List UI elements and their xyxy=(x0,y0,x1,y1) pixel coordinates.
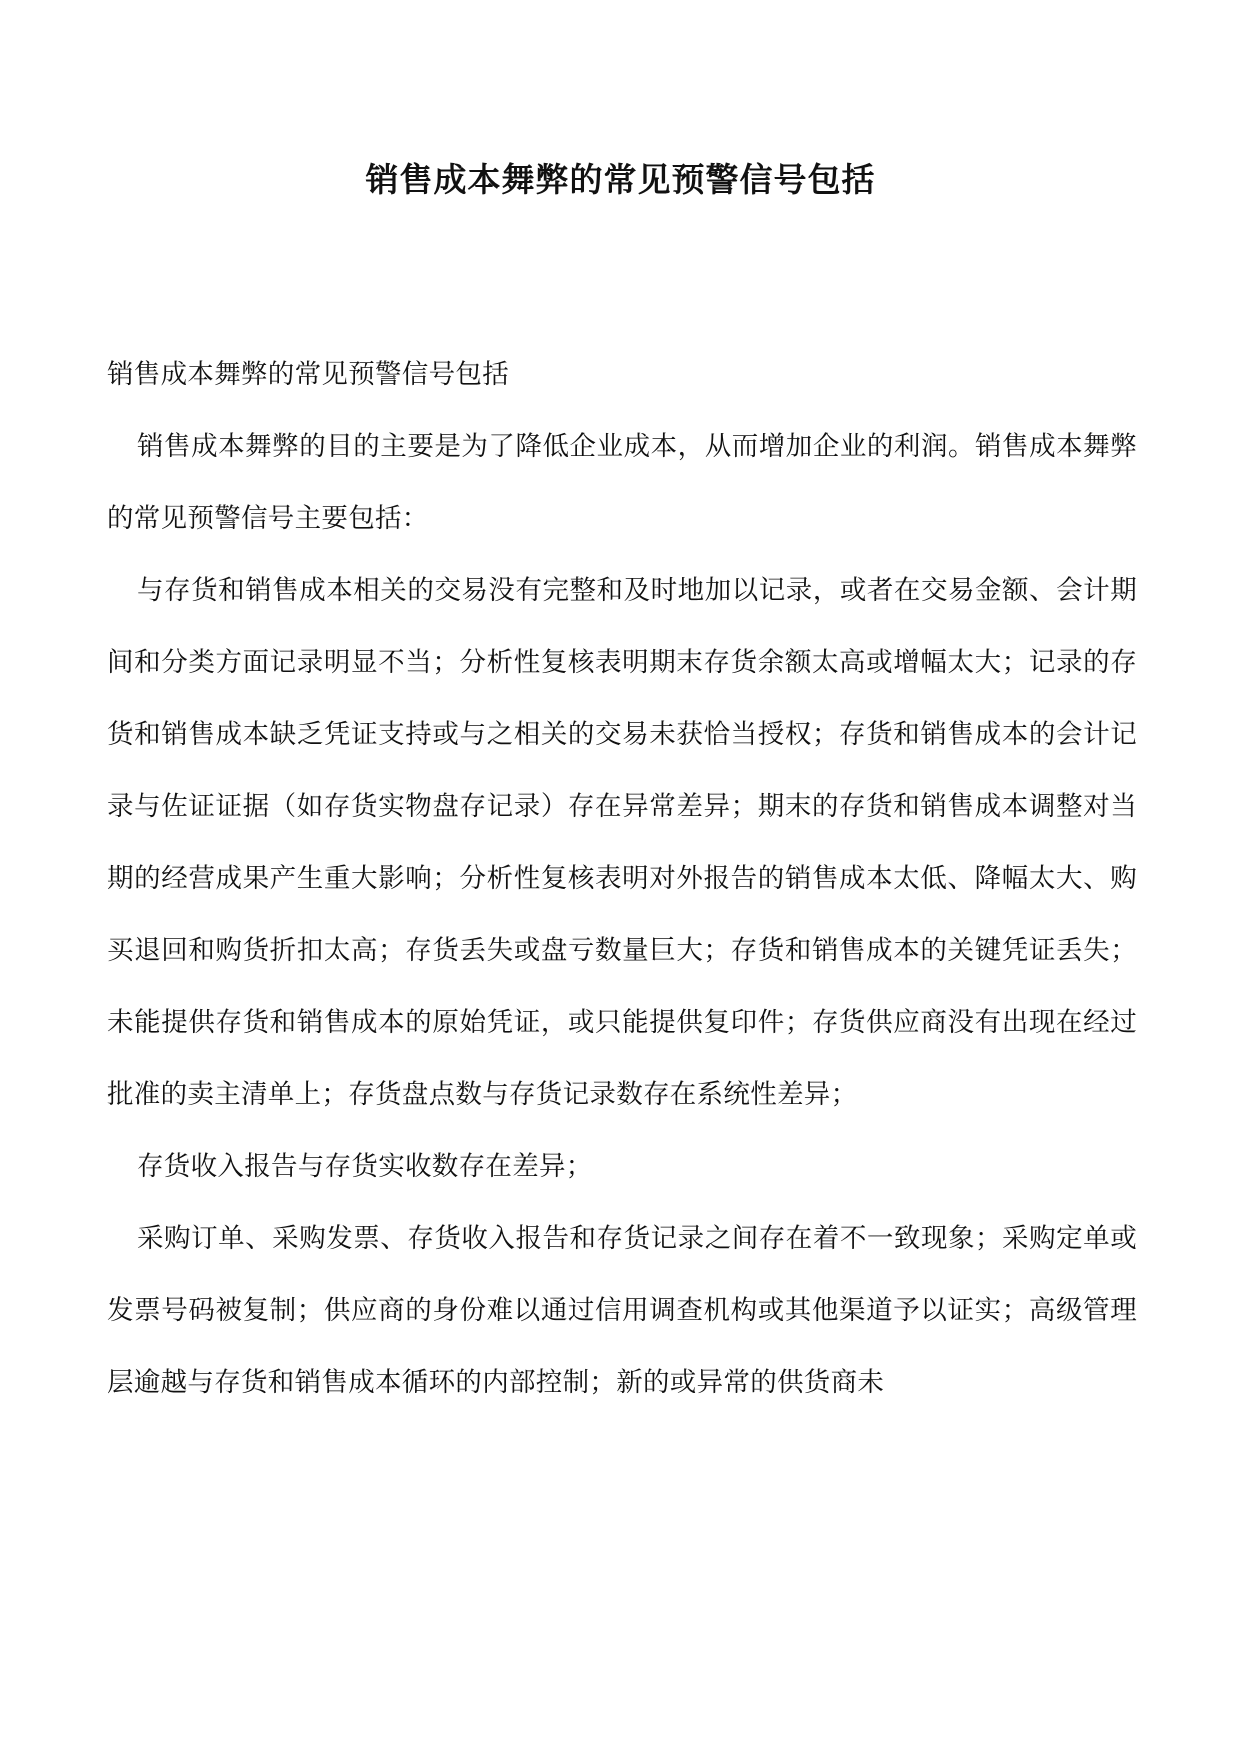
document-body xyxy=(107,339,1137,1419)
paragraph-intro: 销售成本舞弊的目的主要是为了降低企业成本，从而增加企业的利润。销售成本舞弊的常见预警信号主要包括： xyxy=(107,431,1137,534)
paragraph-warning-signals: 与存货和销售成本相关的交易没有完整和及时地加以记录，或者在交易金额、会计期间和分类方面记录明显不当；分析性复核表明期末存货余额太高或增幅太大；记录的存货和销售成本缺乏凭证支持或与之相关的交易未获恰当授权；存货和销售成本的会计记录与佐证证据（如存货实物盘存记录）存在异常差异；期末的存货和销售成本调整对当期的经营成果产生重大影响；分析性复核表明对外报告的销售成本太低、降幅太大、购买退回和购货折扣太高；存货丢失或盘亏数量巨大；存货和销售成本的关键凭证丢失；未能提供存货和销售成本的原始凭证，或只能提供复印件；存货供应商没有出现在经过批准的卖主清单上；存货盘点数与存货记录数存在系统性差异； xyxy=(107,575,1137,1110)
document-title: 销售成本舞弊的常见预警信号包括 xyxy=(365,160,876,199)
paragraph-purchase-orders: 采购订单、采购发票、存货收入报告和存货记录之间存在着不一致现象；采购定单或发票号码被复制；供应商的身份难以通过信用调查机构或其他渠道予以证实；高级管理层逾越与存货和销售成本循环的内部控制；新的或异常的供货商未 xyxy=(107,1223,1137,1398)
paragraph-subtitle: 销售成本舞弊的常见预警信号包括 xyxy=(107,359,509,390)
paragraph-inventory-receipt: 存货收入报告与存货实收数存在差异； xyxy=(137,1151,593,1182)
